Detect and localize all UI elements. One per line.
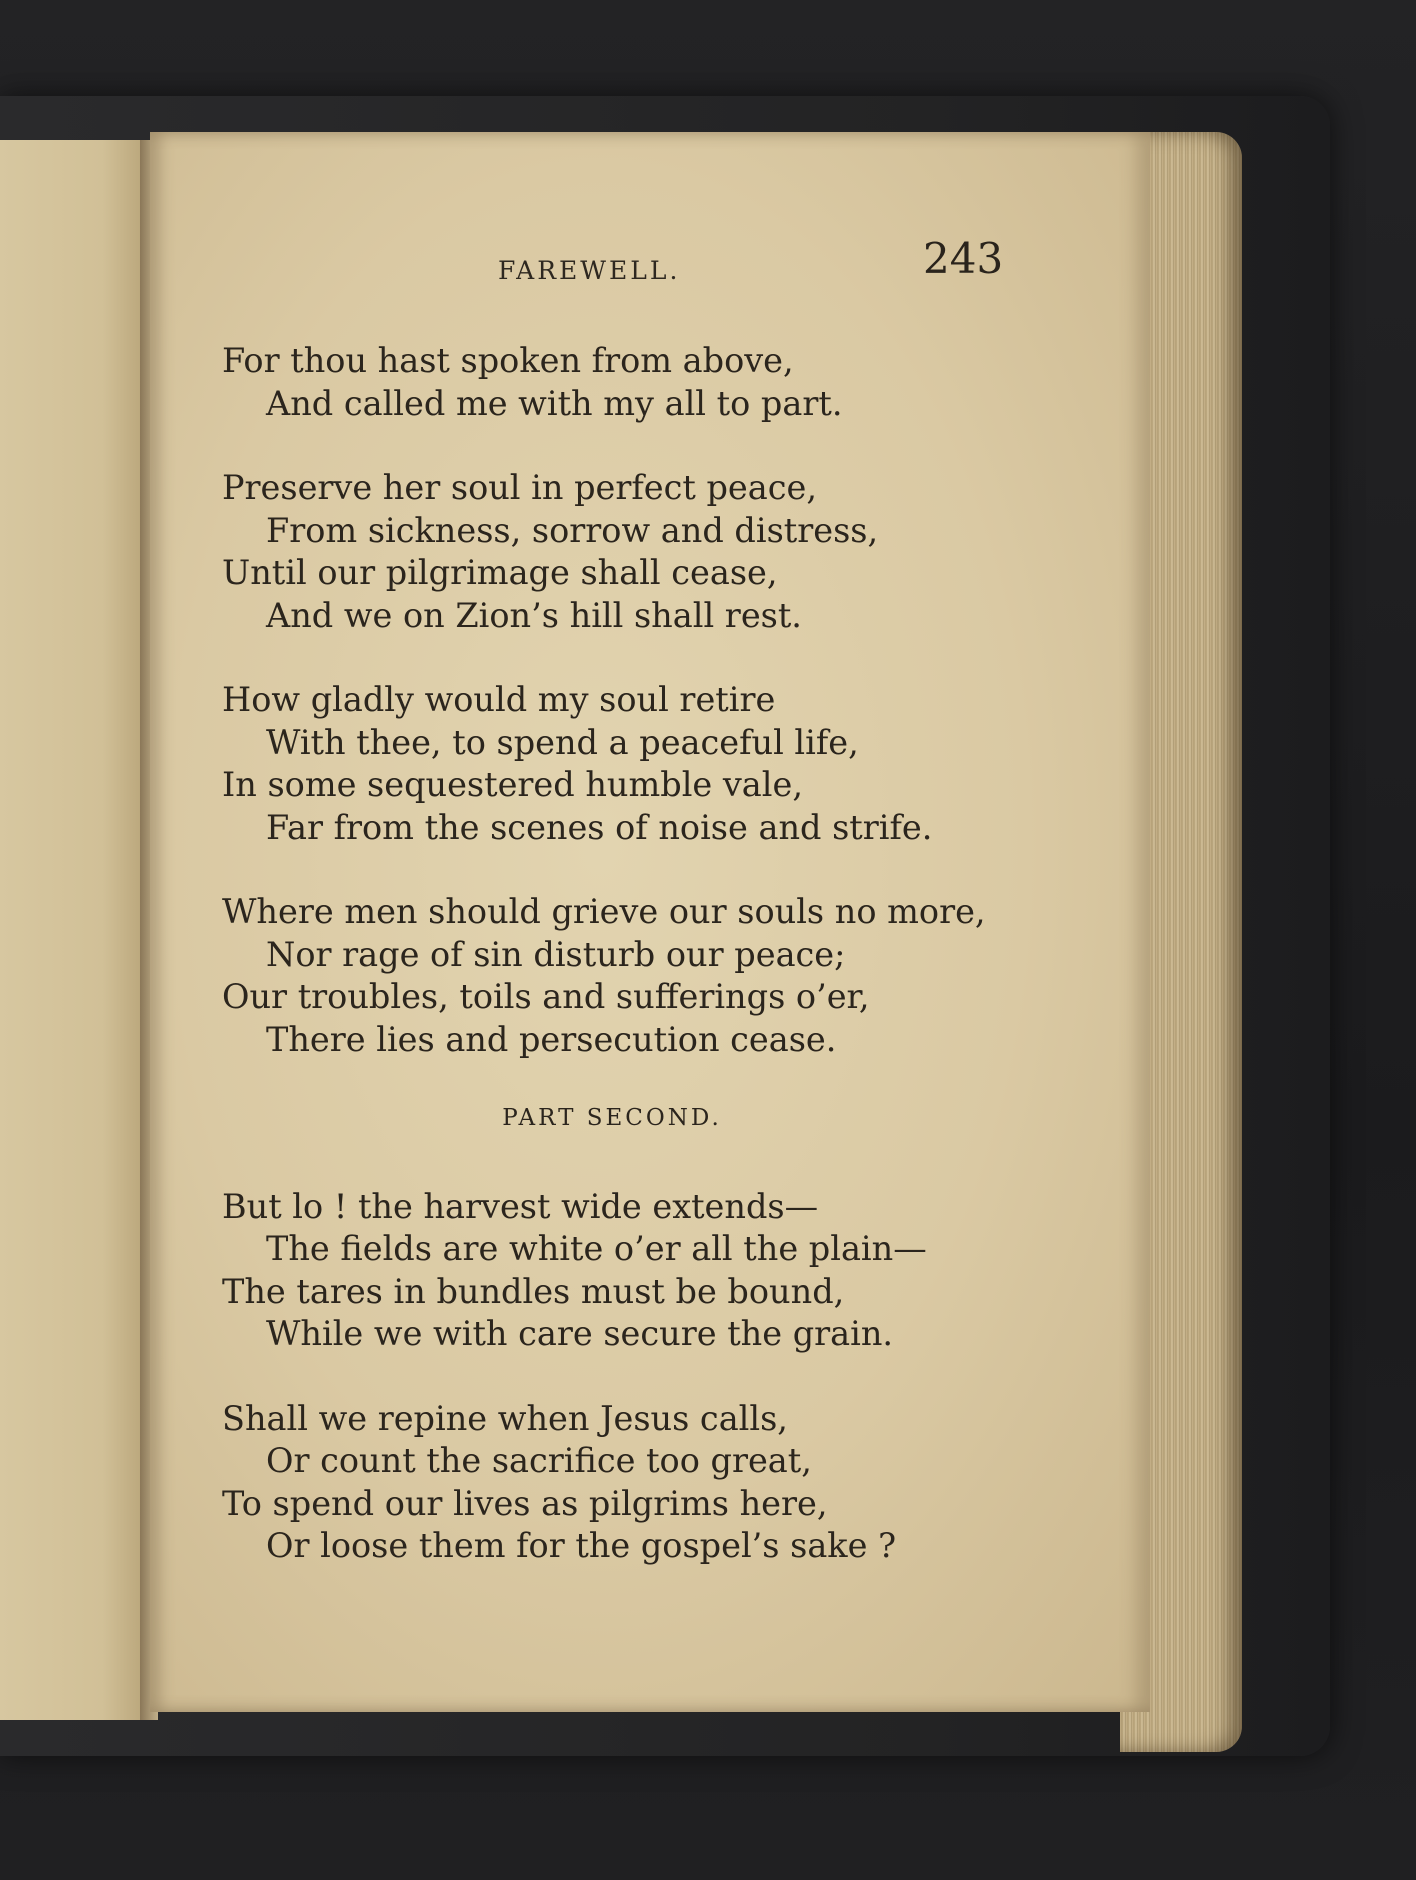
poem-line: Or count the sacrifice too great, bbox=[266, 1441, 812, 1480]
poem-body bbox=[222, 340, 1082, 1610]
page-number: 243 bbox=[923, 234, 1004, 283]
poem-line: In some sequestered humble vale, bbox=[222, 765, 803, 804]
poem-line: How gladly would my soul retire bbox=[222, 680, 776, 719]
poem-line: For thou hast spoken from above, bbox=[222, 341, 794, 380]
running-header: FAREWELL. bbox=[498, 256, 681, 285]
poem-line: Our troubles, toils and sufferings o’er, bbox=[222, 977, 870, 1016]
poem-line: And called me with my all to part. bbox=[266, 383, 843, 423]
stanza-3 bbox=[222, 679, 1082, 849]
poem-line: From sickness, sorrow and distress, bbox=[266, 510, 879, 550]
stanza-6 bbox=[222, 1398, 1082, 1568]
poem-line: To spend our lives as pilgrims here, bbox=[222, 1483, 828, 1523]
poem-line: Where men should grieve our souls no more, bbox=[222, 892, 986, 931]
stanza-1 bbox=[222, 340, 1082, 425]
poem-line: The tares in bundles must be bound, bbox=[222, 1271, 845, 1311]
stanza-5 bbox=[222, 1186, 1082, 1356]
poem-line: But lo ! the harvest wide extends— bbox=[222, 1186, 819, 1226]
stanza-4 bbox=[222, 891, 1082, 1061]
poem-line: Nor rage of sin disturb our peace; bbox=[266, 934, 846, 974]
poem-line: The fields are white o’er all the plain— bbox=[266, 1229, 927, 1268]
poem-line: Until our pilgrimage shall cease, bbox=[222, 553, 778, 592]
poem-line: While we with care secure the grain. bbox=[266, 1314, 894, 1353]
stanza-2 bbox=[222, 467, 1082, 637]
poem-line: Preserve her soul in perfect peace, bbox=[222, 468, 817, 507]
poem-line: There lies and persecution cease. bbox=[266, 1019, 837, 1059]
section-heading: PART SECOND. bbox=[502, 1105, 722, 1131]
poem-line: With thee, to spend a peaceful life, bbox=[266, 722, 859, 762]
poem-line: And we on Zion’s hill shall rest. bbox=[266, 595, 802, 635]
poem-line: Or loose them for the gospel’s sake ? bbox=[266, 1526, 897, 1565]
left-page-edge bbox=[0, 140, 149, 1720]
poem-line: Far from the scenes of noise and strife. bbox=[266, 807, 933, 847]
poem-line: Shall we repine when Jesus calls, bbox=[222, 1398, 788, 1438]
